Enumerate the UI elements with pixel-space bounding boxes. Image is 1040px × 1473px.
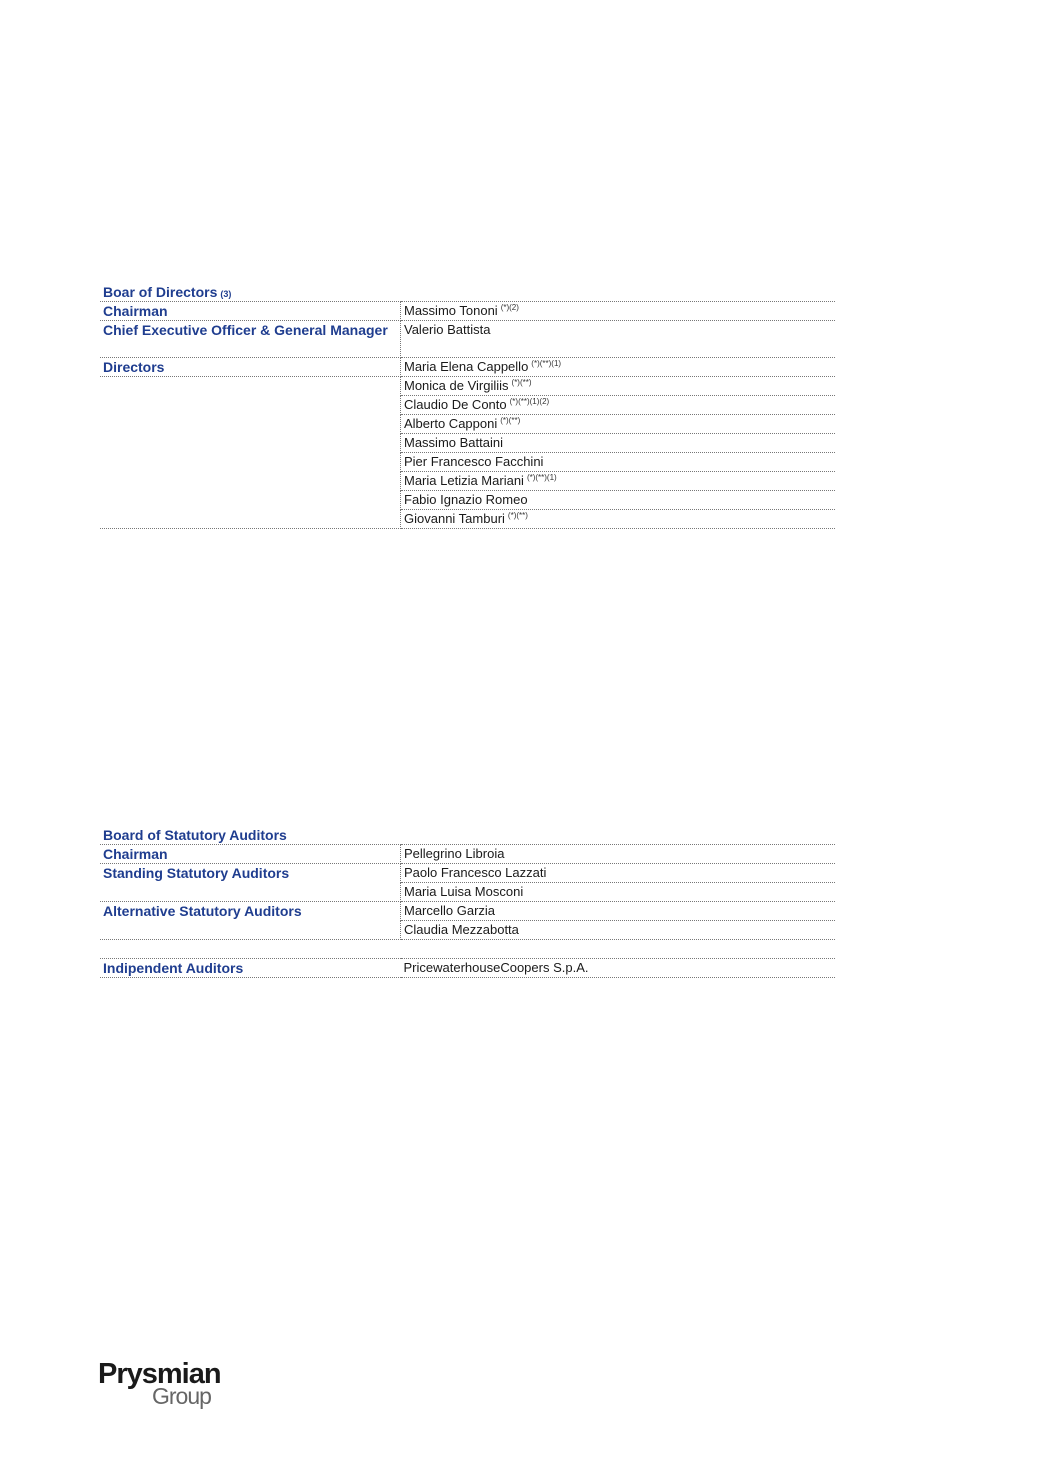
name-cell <box>401 358 836 377</box>
role-cell: Chief Executive Officer & General Manager <box>100 321 401 358</box>
name-cell <box>401 510 836 529</box>
footnote-marks: (*)(**)(1) <box>531 358 562 368</box>
role-cell <box>100 921 401 940</box>
member-name: Giovanni Tamburi <box>404 511 505 526</box>
role-cell <box>100 472 401 491</box>
table-row <box>100 845 835 864</box>
name-cell <box>401 302 836 321</box>
spacer-cell <box>100 940 401 959</box>
auditors-table <box>100 844 835 978</box>
table-row <box>100 491 835 510</box>
role-cell <box>100 491 401 510</box>
role-cell <box>100 434 401 453</box>
table-row <box>100 883 835 902</box>
role-cell <box>100 453 401 472</box>
member-name: Massimo Tononi <box>404 303 498 318</box>
footnote-marks: (*)(**) <box>511 377 532 387</box>
board-title <box>100 283 835 301</box>
role-cell <box>100 415 401 434</box>
table-row <box>100 358 835 377</box>
role-cell: Standing Statutory Auditors <box>100 864 401 883</box>
board-title-note: (3) <box>220 289 232 299</box>
board-title-text: Boar of Directors <box>103 284 218 300</box>
statutory-auditors-section <box>100 826 835 978</box>
name-cell: Maria Luisa Mosconi <box>401 883 836 902</box>
footnote-marks: (*)(**)(1) <box>526 472 557 482</box>
table-row <box>100 472 835 491</box>
table-row <box>100 415 835 434</box>
name-cell <box>401 453 836 472</box>
table-row <box>100 453 835 472</box>
table-row <box>100 921 835 940</box>
spacer-row <box>100 940 835 959</box>
independent-auditors-value: PricewaterhouseCoopers S.p.A. <box>401 959 836 978</box>
logo-word-group: Group <box>152 1383 211 1409</box>
member-name: Monica de Virgiliis <box>404 378 509 393</box>
table-row <box>100 959 835 978</box>
table-row <box>100 377 835 396</box>
member-name: Valerio Battista <box>404 322 491 337</box>
member-name: Fabio Ignazio Romeo <box>404 492 528 507</box>
role-cell: Chairman <box>100 845 401 864</box>
logo-word-prysmian: Prysmian <box>98 1358 221 1390</box>
footnote-marks: (*)(2) <box>500 302 519 312</box>
auditors-title: Board of Statutory Auditors <box>103 827 287 843</box>
table-row <box>100 321 835 358</box>
table-row <box>100 434 835 453</box>
name-cell <box>401 434 836 453</box>
member-name: Alberto Capponi <box>404 416 498 431</box>
name-cell <box>401 415 836 434</box>
table-row <box>100 302 835 321</box>
member-name: Maria Letizia Mariani <box>404 473 524 488</box>
member-name: Claudio De Conto <box>404 397 507 412</box>
name-cell: Pellegrino Libroia <box>401 845 836 864</box>
role-cell <box>100 396 401 415</box>
independent-auditors-label: Indipendent Auditors <box>100 959 401 978</box>
name-cell <box>401 396 836 415</box>
role-cell: Directors <box>100 358 401 377</box>
role-cell: Chairman <box>100 302 401 321</box>
name-cell <box>401 377 836 396</box>
table-row <box>100 864 835 883</box>
name-cell <box>401 491 836 510</box>
name-cell: Marcello Garzia <box>401 902 836 921</box>
footnote-marks: (*)(**) <box>507 510 528 520</box>
name-cell <box>401 321 836 358</box>
spacer-cell <box>401 940 836 959</box>
table-row <box>100 396 835 415</box>
role-cell <box>100 883 401 902</box>
role-cell <box>100 377 401 396</box>
member-name: Maria Elena Cappello <box>404 359 529 374</box>
role-cell: Alternative Statutory Auditors <box>100 902 401 921</box>
name-cell <box>401 472 836 491</box>
member-name: Massimo Battaini <box>404 435 503 450</box>
footnote-marks: (*)(**) <box>500 415 521 425</box>
footnote-marks: (*)(**)(1)(2) <box>509 396 550 406</box>
name-cell: Paolo Francesco Lazzati <box>401 864 836 883</box>
board-of-directors-section <box>100 283 835 529</box>
table-row <box>100 510 835 529</box>
role-cell <box>100 510 401 529</box>
board-table <box>100 301 835 529</box>
member-name: Pier Francesco Facchini <box>404 454 544 469</box>
name-cell: Claudia Mezzabotta <box>401 921 836 940</box>
table-row <box>100 902 835 921</box>
prysmian-group-logo <box>98 1358 238 1418</box>
